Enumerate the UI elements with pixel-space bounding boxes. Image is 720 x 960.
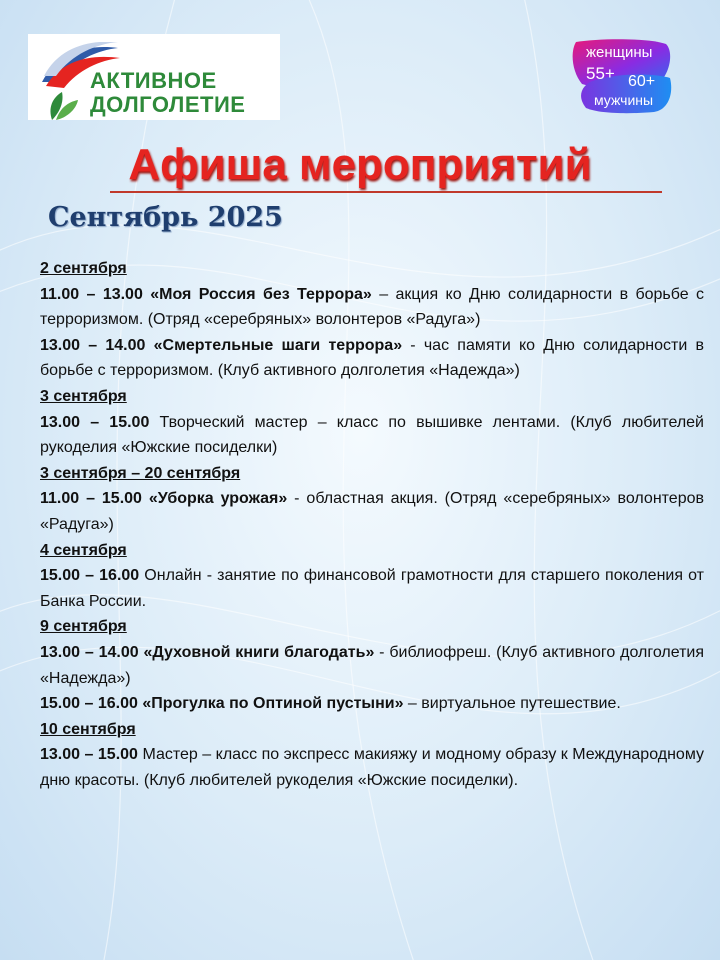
event-description: Онлайн - занятие по финансовой грамотности для старшего поколения от Банка России. <box>40 567 704 610</box>
schedule-event <box>40 742 704 793</box>
schedule-event <box>40 640 704 691</box>
logo-panel <box>28 34 280 120</box>
schedule-day <box>40 461 704 538</box>
event-description: Мастер – класс по экспресс макияжу и модному образу к Международному дню красоты. (Клуб любителей рукоделия «Южские посиделки). <box>40 746 704 789</box>
schedule-date: 3 сентября – 20 сентября <box>40 464 241 482</box>
event-title: «Уборка урожая» <box>148 490 288 508</box>
event-time: 13.00 – 15.00 <box>40 746 138 764</box>
title-divider <box>110 191 662 193</box>
badge-men-label: мужчины <box>594 92 654 108</box>
schedule-date: 2 сентября <box>40 260 127 277</box>
event-title: «Прогулка по Оптиной пустыни» <box>142 695 404 713</box>
schedule-day <box>40 256 704 384</box>
event-time: 13.00 – 15.00 <box>40 413 150 431</box>
event-time: 11.00 – 13.00 <box>40 285 143 303</box>
schedule-event <box>40 282 704 333</box>
schedule-event <box>40 333 704 384</box>
badge-women-label: женщины <box>586 44 653 61</box>
event-description: Творческий мастер – класс по вышивке лентами. (Клуб любителей рукоделия «Южские посиделки) <box>40 413 704 457</box>
schedule-date: 9 сентября <box>40 618 127 636</box>
schedule-event <box>40 563 704 614</box>
badge-age-women: 55+ <box>586 64 615 83</box>
logo-text-line1: АКТИВНОЕ <box>90 68 217 93</box>
event-time: 15.00 – 16.00 <box>40 695 138 713</box>
schedule-event <box>40 691 704 717</box>
badge-age-men: 60+ <box>628 73 656 90</box>
event-description: – акция ко Дню солидарности в борьбе с терроризмом. (Отряд «серебряных» волонтеров «Радуга») <box>40 285 705 329</box>
page-subtitle: Сентябрь 2025 <box>48 202 283 233</box>
schedule-date: 10 сентября <box>40 720 136 738</box>
event-description: - областная акция. (Отряд «серебряных» волонтеров «Радуга») <box>40 490 704 533</box>
schedule-day <box>40 614 704 716</box>
schedule-event <box>40 410 704 461</box>
schedule-event <box>40 486 704 537</box>
schedule-date: 3 сентября <box>40 387 127 405</box>
event-time: 13.00 – 14.00 <box>40 336 146 354</box>
event-title: «Смертельные шаги террора» <box>153 336 403 354</box>
event-description: - библиофреш. (Клуб активного долголетия «Надежда») <box>40 643 704 687</box>
schedule <box>40 256 704 793</box>
event-title: «Моя Россия без Террора» <box>150 285 372 303</box>
event-description: – виртуальное путешествие. <box>403 695 621 713</box>
event-description: - час памяти ко Дню солидарности в борьбе с терроризмом. (Клуб активного долголетия «Надежда») <box>40 336 704 380</box>
event-time: 13.00 – 14.00 <box>40 643 139 661</box>
schedule-day <box>40 717 704 794</box>
event-time: 15.00 – 16.00 <box>40 567 140 585</box>
page-title: Афиша мероприятий <box>128 140 592 189</box>
logo-text-line2: ДОЛГОЛЕТИЕ <box>90 92 246 117</box>
schedule-day <box>40 538 704 615</box>
schedule-day <box>40 384 704 461</box>
event-title: «Духовной книги благодать» <box>143 643 375 661</box>
event-time: 11.00 – 15.00 <box>40 490 142 508</box>
schedule-date: 4 сентября <box>40 541 127 559</box>
